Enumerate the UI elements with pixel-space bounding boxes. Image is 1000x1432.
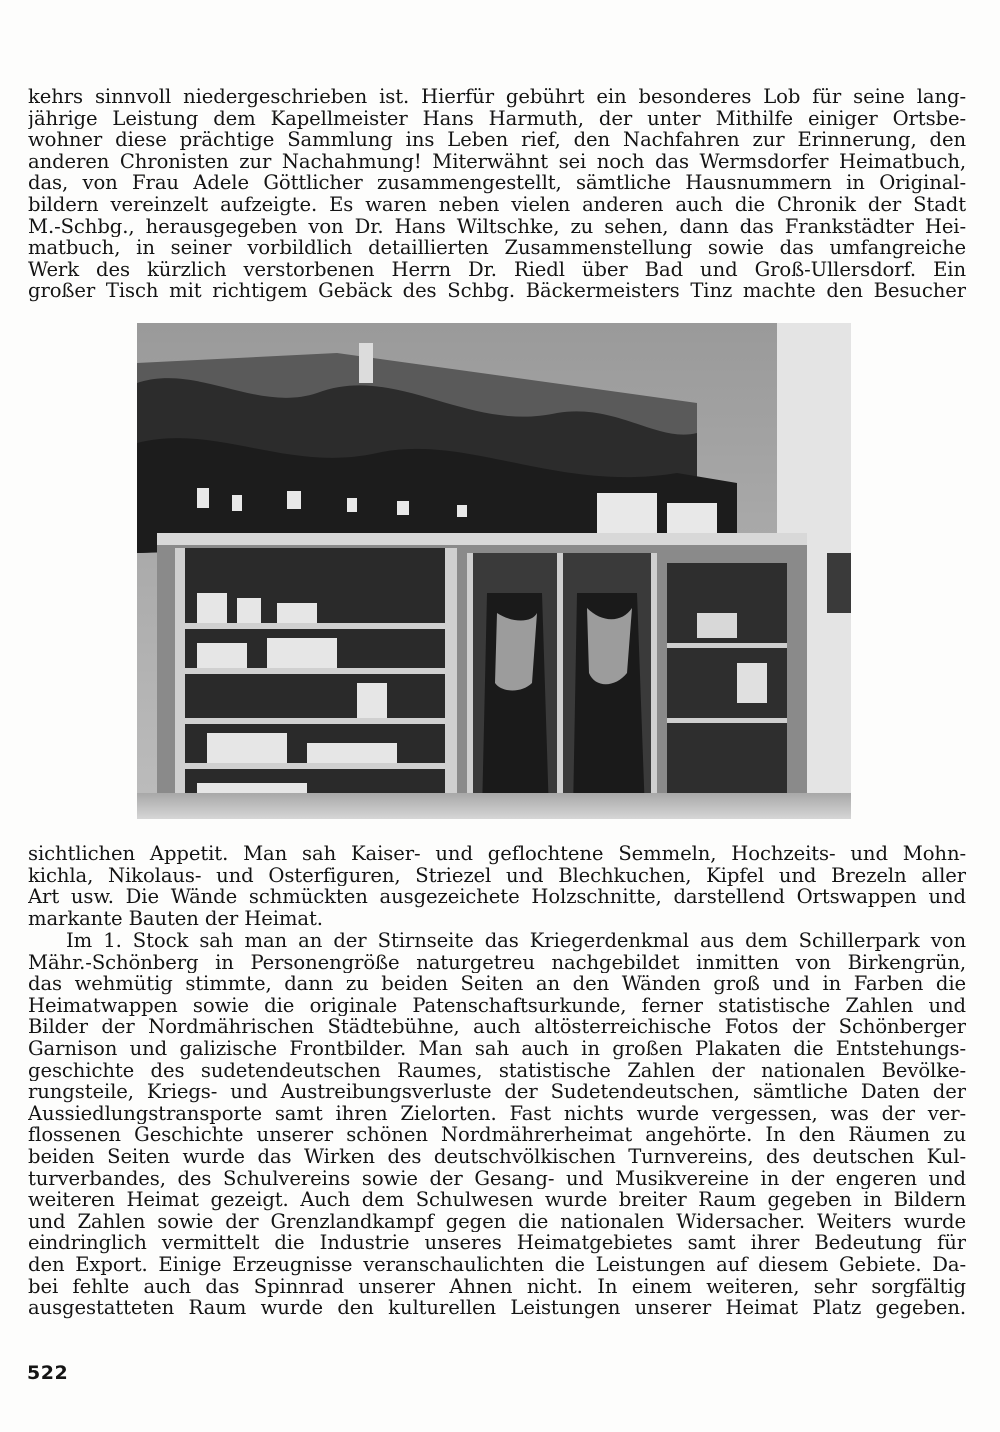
text-line: Garnison und galizische Frontbilder. Man sah auch in großen Plakaten die Entstehungs- bbox=[28, 1037, 966, 1060]
text-line: ausgestatteten Raum wurde den kulturellen Leistungen unserer Heimat Platz gegeben. bbox=[28, 1297, 966, 1319]
text-line: weiteren Heimat gezeigt. Auch dem Schulwesen wurde breiter Raum gegeben in Bildern bbox=[28, 1189, 966, 1211]
exhibition-photo-drawing bbox=[137, 323, 851, 819]
exhibition-photo bbox=[137, 323, 851, 819]
text-line: großer Tisch mit richtigem Gebäck des Schbg. Bäckermeisters Tinz machte den Besucher bbox=[28, 280, 966, 302]
text-line: markante Bauten der Heimat. bbox=[28, 907, 323, 930]
text-line: M.-Schbg., herausgegeben von Dr. Hans Wiltschke, zu sehen, dann das Frankstädter Hei- bbox=[28, 215, 966, 238]
text-line: geschichte des sudetendeutschen Raumes, statistische Zahlen der nationalen Bevölke- bbox=[28, 1059, 966, 1082]
text-line: Im 1. Stock sah man an der Stirnseite das Kriegerdenkmal aus dem Schillerpark von bbox=[66, 930, 966, 952]
text-line: Heimatwappen sowie die originale Patenschaftsurkunde, ferner statistische Zahlen und bbox=[28, 994, 966, 1017]
text-line: matbuch, in seiner vorbildlich detaillierten Zusammenstellung sowie das umfangreiche bbox=[28, 237, 966, 259]
text-line: Mähr.-Schönberg in Personengröße naturgetreu nachgebildet inmitten von Birkengrün, bbox=[28, 951, 966, 974]
text-line: eindringlich vermittelt die Industrie unseres Heimatgebietes samt ihrer Bedeutung für bbox=[28, 1232, 966, 1254]
text-line: das wehmütig stimmte, dann zu beiden Seiten an den Wänden groß und in Farben die bbox=[28, 973, 966, 995]
text-line: bei fehlte auch das Spinnrad unserer Ahnen nicht. In einem weiteren, sehr sorgfältig bbox=[28, 1275, 966, 1298]
text-line: Aussiedlungstransporte samt ihren Zielorten. Fast nichts wurde vergessen, was der ver- bbox=[28, 1102, 966, 1125]
page-number: 522 bbox=[27, 1362, 69, 1384]
text-line: turverbandes, des Schulvereins sowie der Gesang- und Musikvereine in der engeren und bbox=[28, 1167, 966, 1190]
text-line: und Zahlen sowie der Grenzlandkampf gegen die nationalen Widersacher. Weiters wurde bbox=[28, 1210, 966, 1233]
text-line: sichtlichen Appetit. Man sah Kaiser- und geflochtene Semmeln, Hochzeits- und Mohn- bbox=[28, 843, 966, 865]
text-line: beiden Seiten wurde das Wirken des deutschvölkischen Turnvereins, des deutschen Kul- bbox=[28, 1145, 966, 1168]
paragraph-baked-goods bbox=[28, 843, 966, 929]
text-line: kichla, Nikolaus- und Osterfiguren, Striezel und Blechkuchen, Kipfel und Brezeln aller bbox=[28, 864, 966, 887]
text-line: kehrs sinnvoll niedergeschrieben ist. Hierfür gebührt ein besonderes Lob für seine lang- bbox=[28, 86, 966, 108]
text-line: Bilder der Nordmährischen Städtebühne, auch altösterreichische Fotos der Schönberger bbox=[28, 1016, 966, 1038]
text-line: Art usw. Die Wände schmückten ausgezeichete Holzschnitte, darstellend Ortswappen und bbox=[28, 886, 966, 908]
text-line: jährige Leistung dem Kapellmeister Hans Harmuth, der unter Mithilfe einiger Ortsbe- bbox=[28, 107, 966, 130]
text-line: bildern vereinzelt aufzeigte. Es waren neben vielen anderen auch die Chronik der Stadt bbox=[28, 193, 966, 216]
text-line: wohner diese prächtige Sammlung ins Leben rief, den Nachfahren zur Erinnerung, den bbox=[28, 129, 966, 151]
paragraph-chronicles bbox=[28, 86, 966, 302]
text-line: den Export. Einige Erzeugnisse veranschaulichten die Leistungen auf diesem Gebiete. Da- bbox=[28, 1253, 966, 1276]
text-line: Werk des kürzlich verstorbenen Herrn Dr. Riedl über Bad und Groß-Ullersdorf. Ein bbox=[28, 258, 966, 281]
paragraph-first-floor bbox=[28, 930, 966, 1319]
text-line: rungsteile, Kriegs- und Austreibungsverluste der Sudetendeutschen, sämtliche Daten der bbox=[28, 1081, 966, 1103]
text-line: anderen Chronisten zur Nachahmung! Miterwähnt sei noch das Wermsdorfer Heimatbuch, bbox=[28, 150, 966, 173]
text-line: flossenen Geschichte unserer schönen Nordmährerheimat angehörte. In den Räumen zu bbox=[28, 1124, 966, 1146]
text-line: das, von Frau Adele Göttlicher zusammengestellt, sämtliche Hausnummern in Original- bbox=[28, 172, 966, 194]
